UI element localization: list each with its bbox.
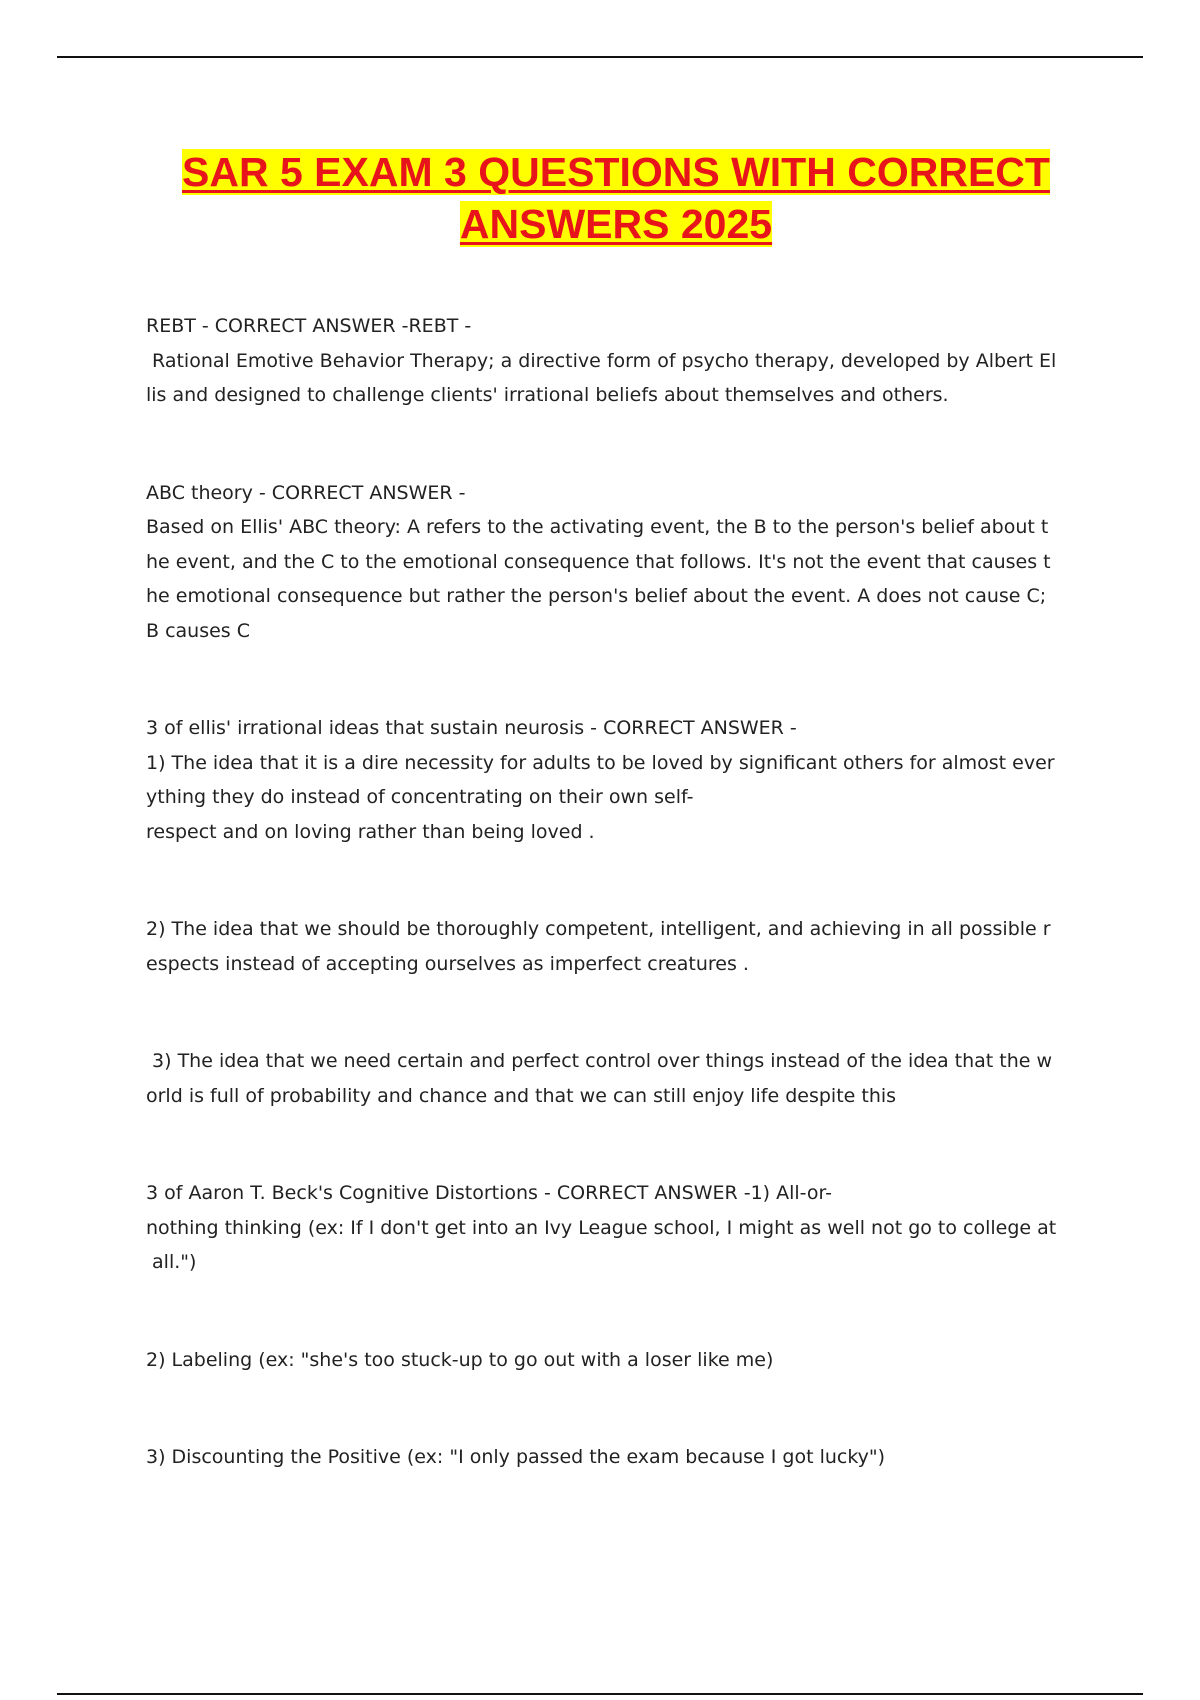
qa-block xyxy=(146,1440,1092,1475)
block-heading-line: 2) The idea that we should be thoroughly competent, intelligent, and achieving in all possible r xyxy=(146,918,1051,940)
qa-block xyxy=(146,711,1092,849)
qa-block xyxy=(146,912,1092,981)
block-text-line: he emotional consequence but rather the person's belief about the event. A does not cause C; xyxy=(146,585,1047,607)
block-heading-line: REBT - CORRECT ANSWER -REBT - xyxy=(146,315,472,337)
qa-block xyxy=(146,309,1092,413)
block-text-line: respect and on loving rather than being loved . xyxy=(146,820,595,843)
block-text-line: ything they do instead of concentrating on their own self- xyxy=(146,786,694,808)
qa-block xyxy=(146,476,1092,649)
block-heading-line: 3) The idea that we need certain and perfect control over things instead of the idea that the w xyxy=(146,1050,1053,1072)
block-heading-line: 3) Discounting the Positive (ex: "I only passed the exam because I got lucky") xyxy=(146,1446,886,1468)
top-rule xyxy=(57,56,1143,58)
title-container xyxy=(146,146,1086,250)
document-title: SAR 5 EXAM 3 QUESTIONS WITH CORRECT ANSWERS 2025 xyxy=(182,149,1050,247)
block-heading-line: 2) Labeling (ex: "she's too stuck-up to go out with a loser like me) xyxy=(146,1348,774,1371)
block-text-line: lis and designed to challenge clients' irrational beliefs about themselves and others. xyxy=(146,384,949,406)
block-text-line: all.") xyxy=(146,1251,197,1273)
qa-block xyxy=(146,1044,1092,1113)
bottom-rule xyxy=(57,1693,1143,1695)
block-text-line: orld is full of probability and chance and that we can still enjoy life despite this xyxy=(146,1084,897,1107)
block-heading-line: ABC theory - CORRECT ANSWER - xyxy=(146,481,466,504)
block-text-line: B causes C xyxy=(146,619,250,642)
block-text-line: 1) The idea that it is a dire necessity for adults to be loved by significant others for almost ever xyxy=(146,751,1055,774)
block-heading-line: 3 of ellis' irrational ideas that sustain neurosis - CORRECT ANSWER - xyxy=(146,717,797,739)
qa-block xyxy=(146,1343,1092,1378)
block-text-line: he event, and the C to the emotional consequence that follows. It's not the event that causes t xyxy=(146,550,1051,573)
block-text-line: Rational Emotive Behavior Therapy; a directive form of psycho therapy, developed by Albert El xyxy=(146,349,1057,372)
document-body xyxy=(146,246,1092,1475)
block-text-line: espects instead of accepting ourselves as imperfect creatures . xyxy=(146,952,749,975)
block-text-line: Based on Ellis' ABC theory: A refers to the activating event, the B to the person's belief about t xyxy=(146,516,1049,538)
block-heading-line: 3 of Aaron T. Beck's Cognitive Distortions - CORRECT ANSWER -1) All-or- xyxy=(146,1182,832,1204)
qa-block xyxy=(146,1176,1092,1280)
block-text-line: nothing thinking (ex: If I don't get into an Ivy League school, I might as well not go to college at xyxy=(146,1216,1057,1239)
